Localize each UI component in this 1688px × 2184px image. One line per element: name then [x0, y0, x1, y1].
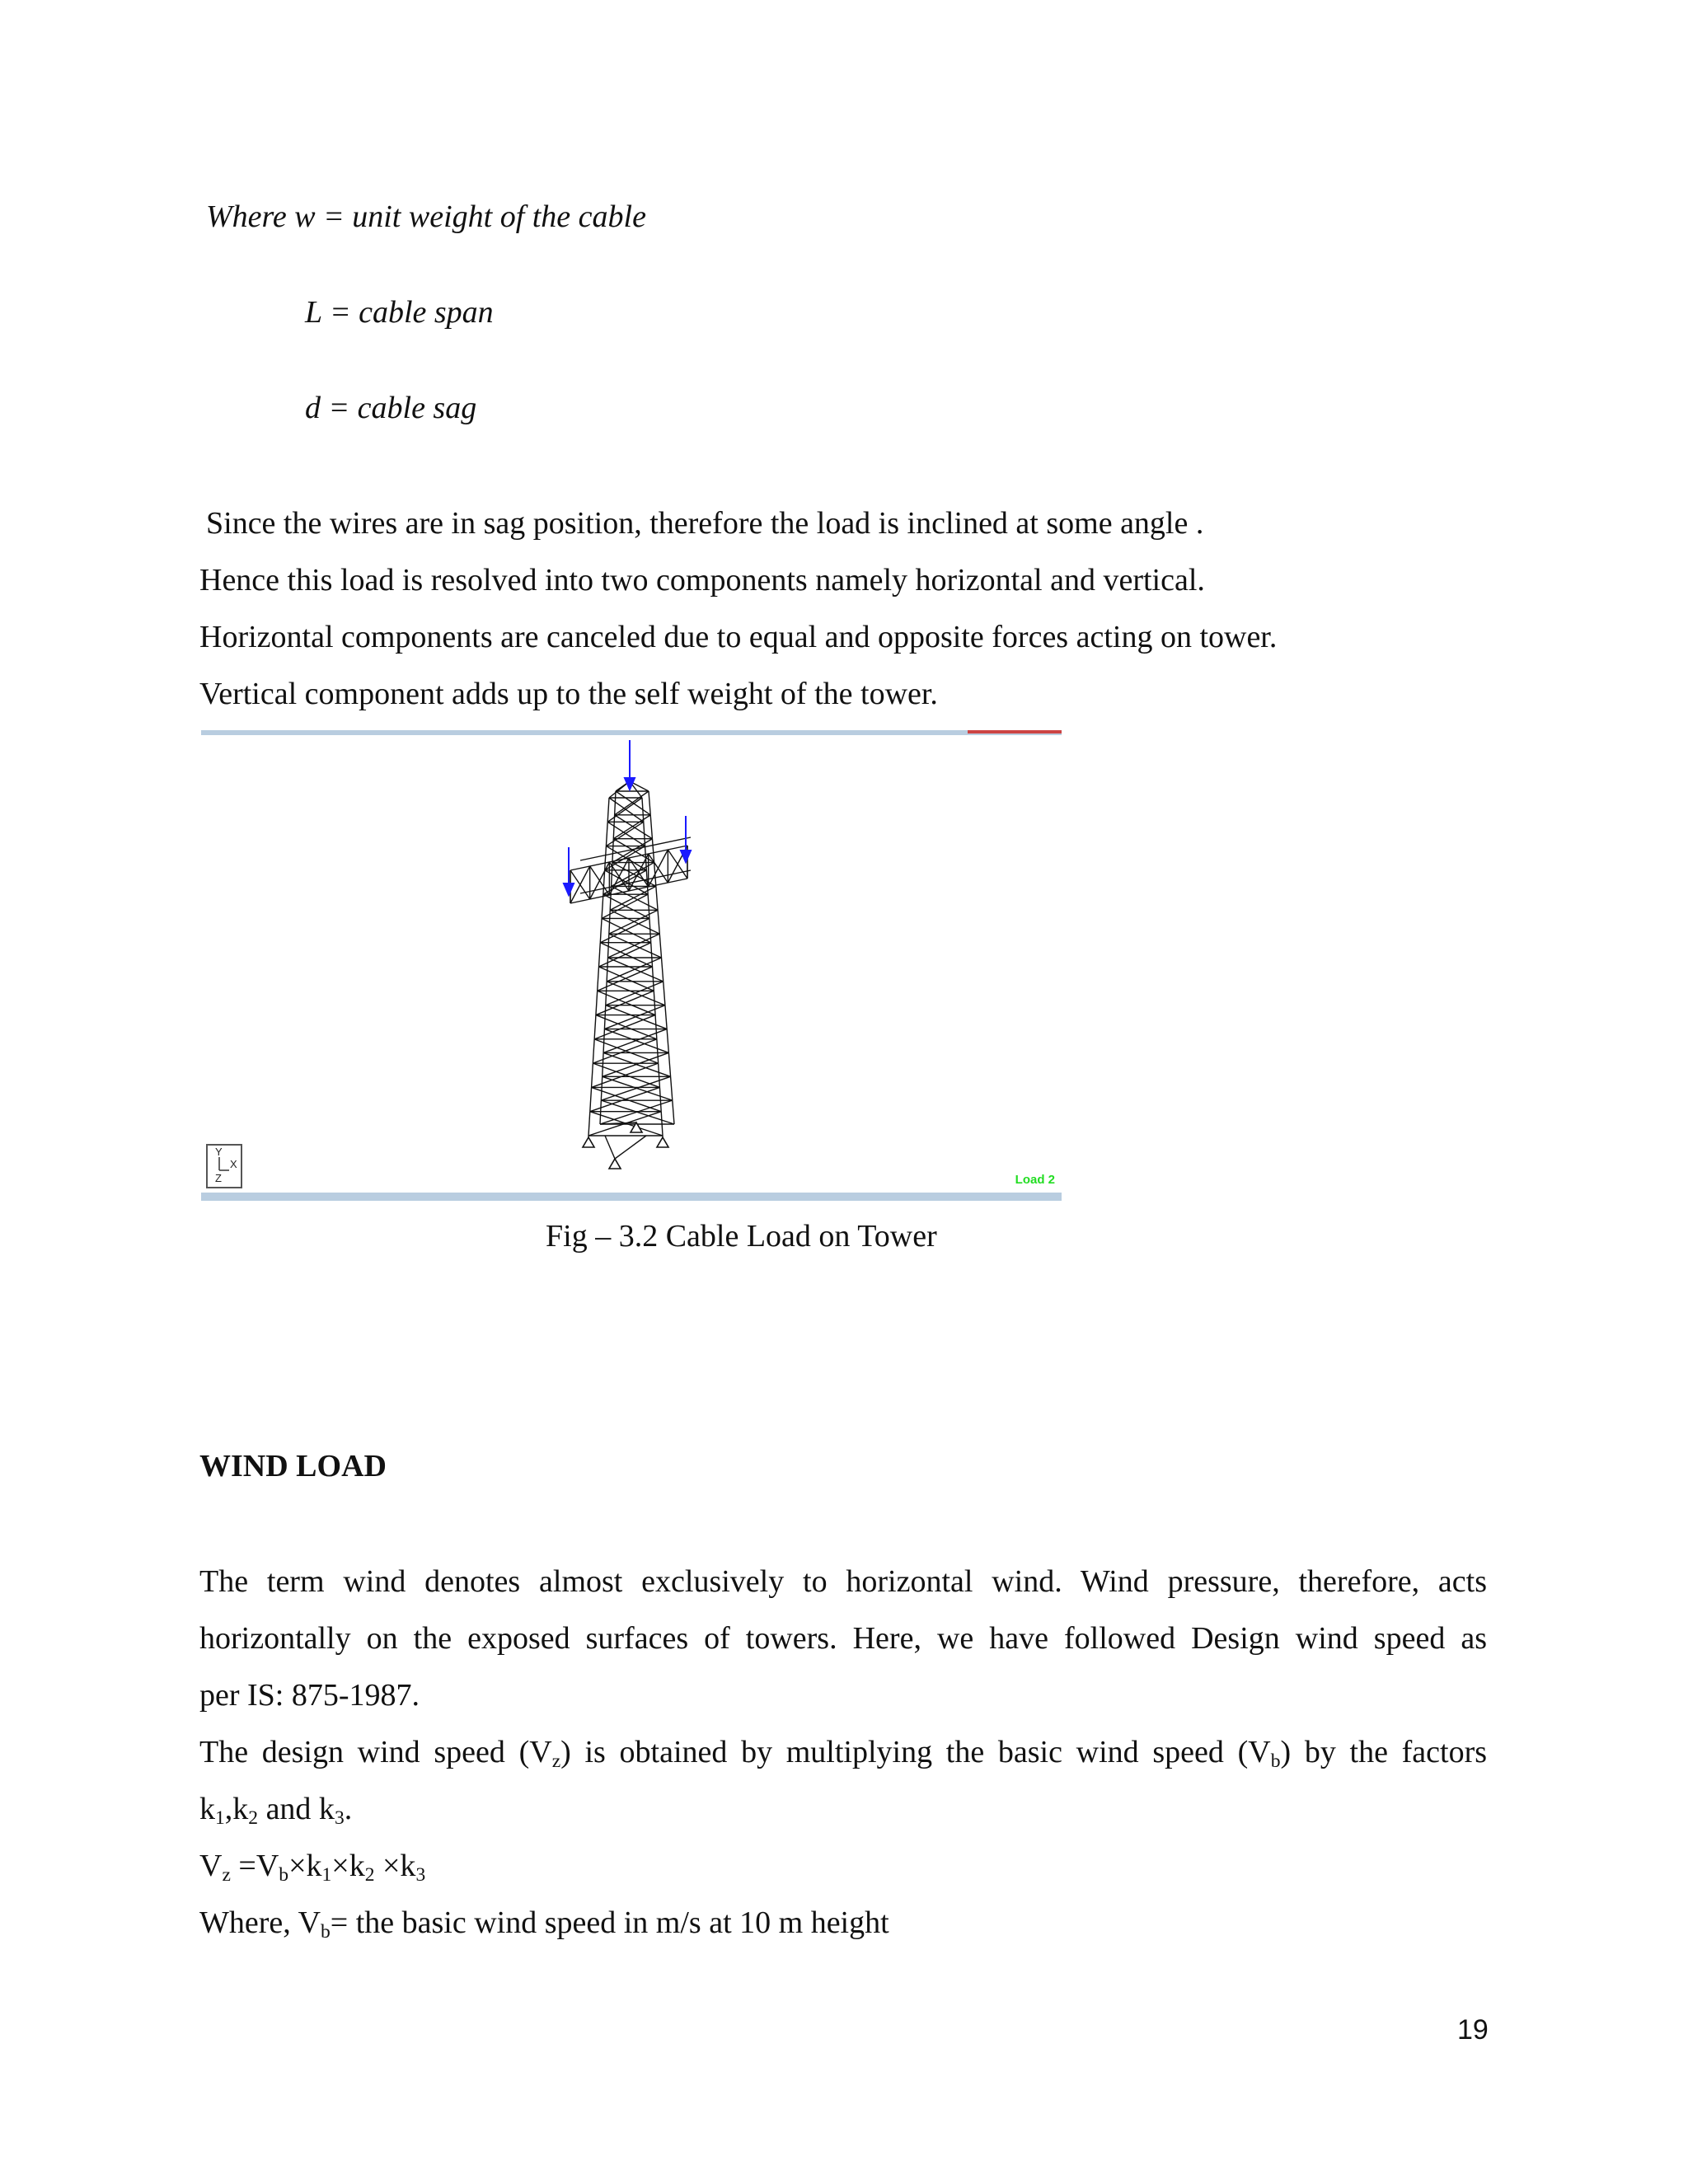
axis-x-label: X — [230, 1158, 237, 1170]
support-front — [609, 1159, 621, 1169]
tower-drawing — [201, 730, 1062, 1203]
page-number: 19 — [1457, 2014, 1489, 2046]
paragraph1-line2: Hence this load is resolved into two components namely horizontal and vertical. — [199, 563, 1205, 598]
axis-triad — [206, 1144, 242, 1188]
axis-y-label: Y — [215, 1146, 223, 1158]
paragraph1-line1: Since the wires are in sag position, therefore the load is inclined at some angle . — [206, 506, 1204, 541]
wind-speed-formula: $V_z =V_b\times k_1\times k_2 \times k_3$ — [199, 1849, 426, 1886]
definition-L: L = cable span — [305, 295, 494, 330]
axis-z-label: Z — [215, 1172, 222, 1184]
tower-lattice — [570, 781, 691, 1159]
wind-paragraph-line1: The term wind denotes almost exclusively to horizontal wind. Wind pressure, therefore, acts — [199, 1564, 1487, 1599]
wind-paragraph-line2: horizontally on the exposed surfaces of towers. Here, we have followed Design wind speed as — [199, 1621, 1487, 1656]
figure-caption: Fig – 3.2 Cable Load on Tower — [546, 1219, 937, 1254]
paragraph1-line3: Horizontal components are canceled due to equal and opposite forces acting on tower. — [199, 620, 1278, 654]
basic-speed-definition: Where, $V_b=$ the basic wind speed in m/s at 10 m height — [199, 1905, 889, 1943]
design-speed-line2: $k_1,k_2$ and $k_3$. — [199, 1792, 353, 1829]
supports — [583, 1122, 668, 1169]
load-arrows — [564, 740, 691, 895]
support-right — [657, 1137, 668, 1147]
tower-figure — [201, 730, 1062, 1203]
paragraph1-line4: Vertical component adds up to the self weight of the tower. — [199, 677, 938, 711]
design-speed-line1: The design wind speed $(V_z)$ is obtained by multiplying the basic wind speed $(V_b)$ by the factors — [199, 1735, 1488, 1772]
figure-bottom-frame — [201, 1193, 1062, 1201]
figure-top-frame — [201, 730, 1062, 735]
load-arrow-left-head — [564, 883, 574, 895]
support-left — [583, 1137, 594, 1147]
load-case-label: Load 2 — [1015, 1173, 1055, 1187]
section-heading: WIND LOAD — [199, 1449, 387, 1483]
definition-w: Where w = unit weight of the cable — [206, 199, 646, 234]
wind-paragraph-line3: per IS: 875-1987. — [199, 1678, 420, 1713]
definition-d: d = cable sag — [305, 391, 477, 425]
figure-top-frame-accent — [968, 730, 1062, 733]
